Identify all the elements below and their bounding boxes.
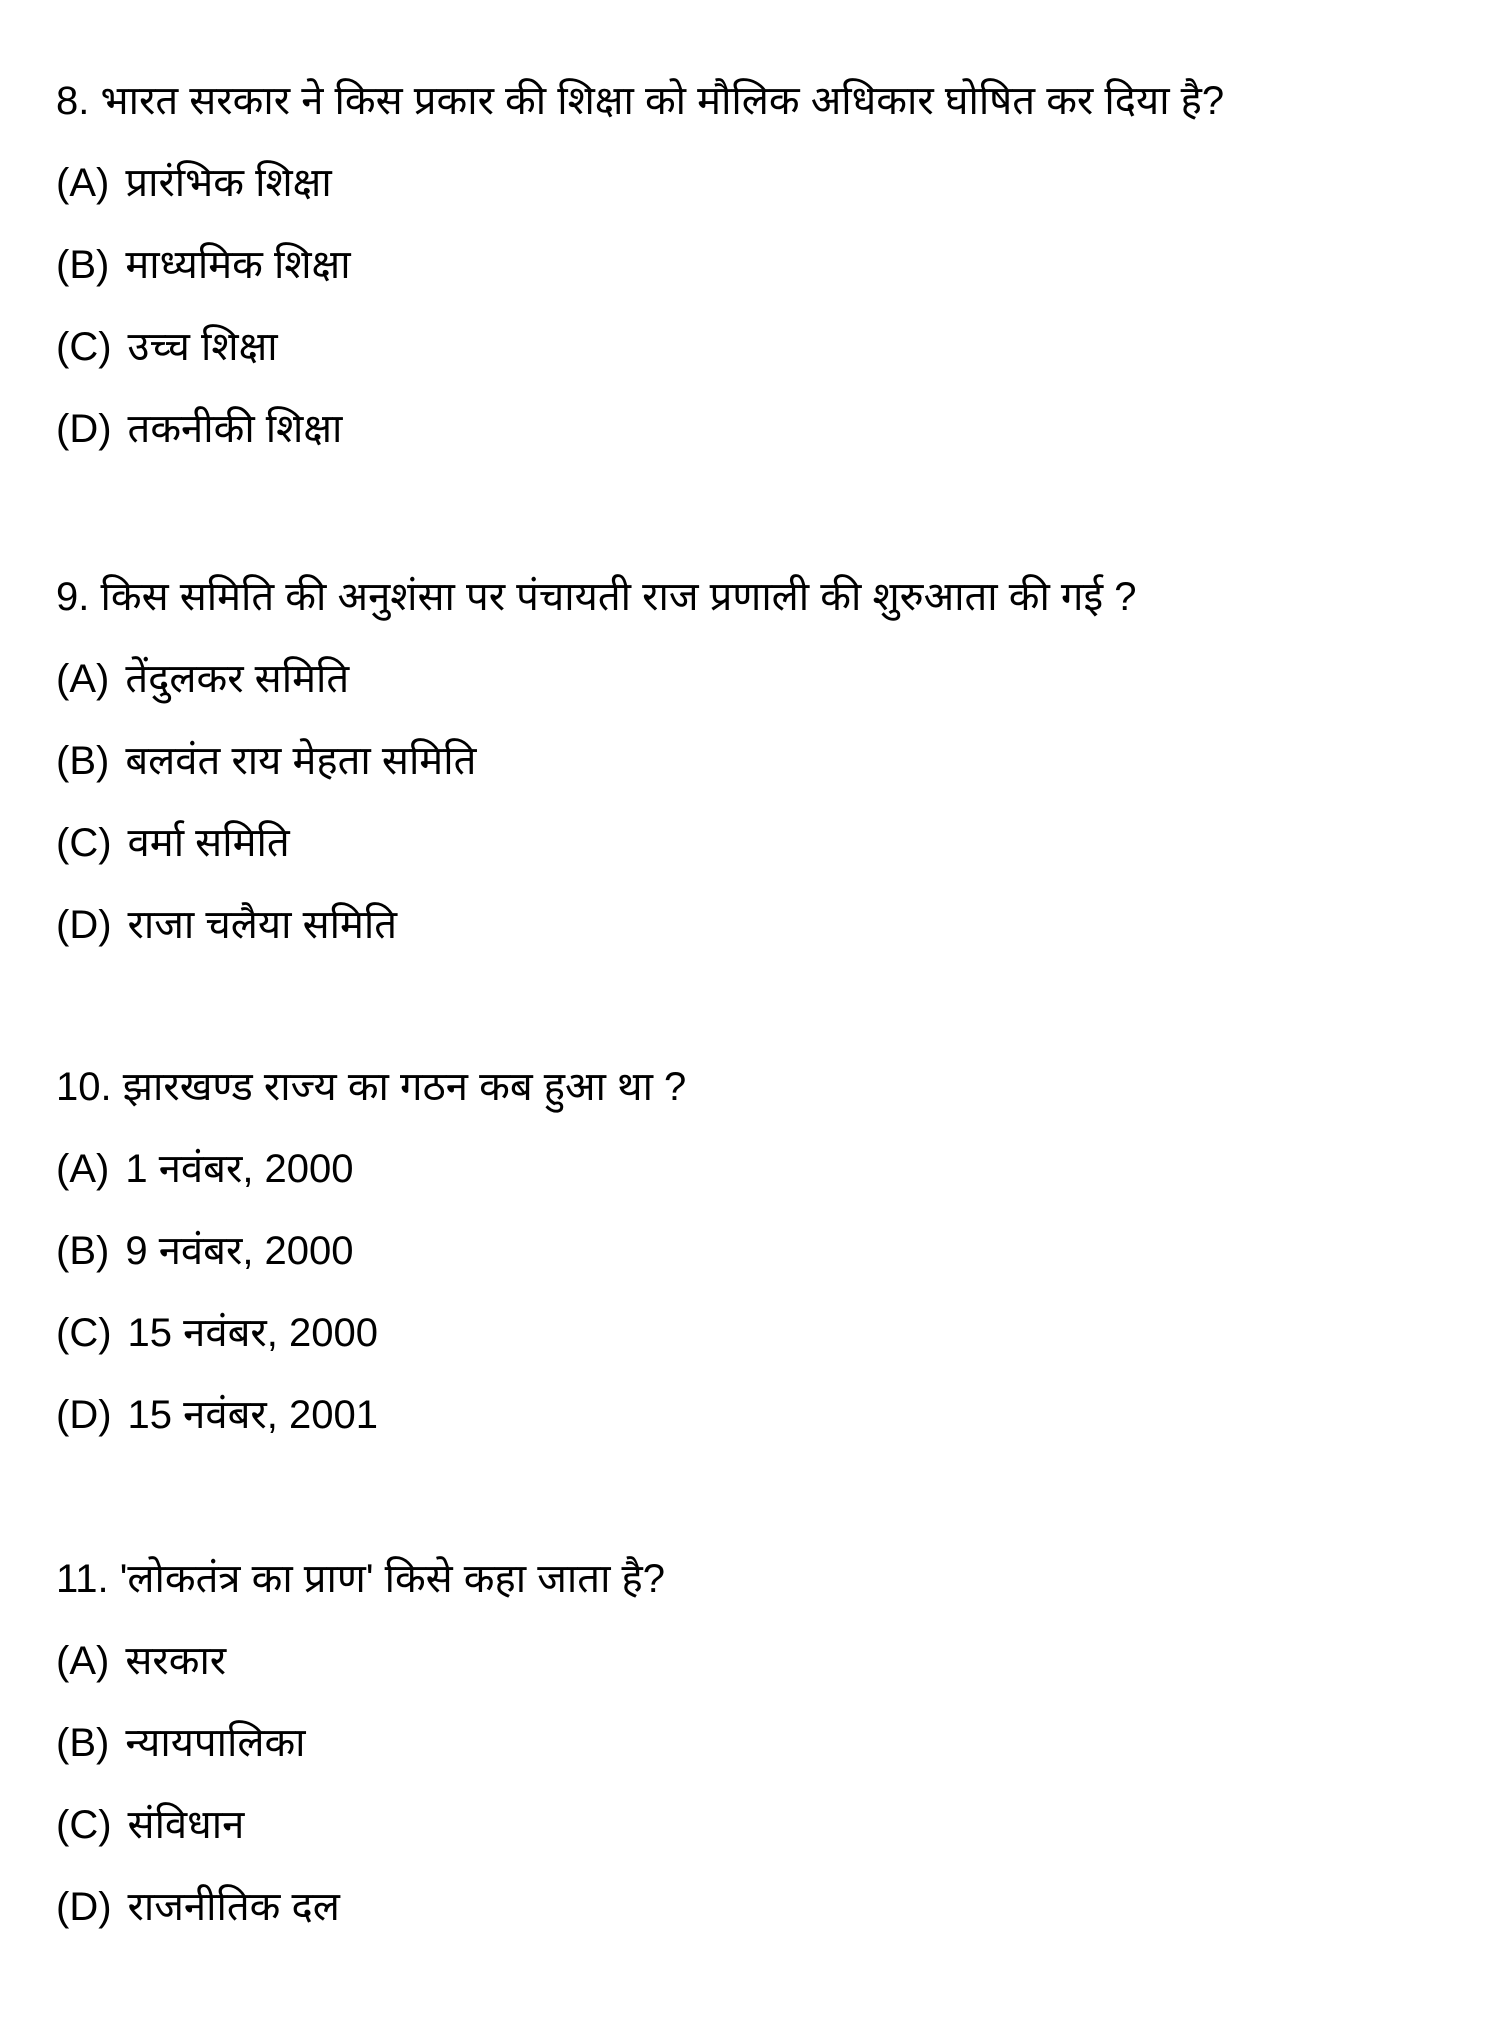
option-c[interactable]: [56, 1784, 1465, 1866]
option-a[interactable]: [56, 638, 1465, 720]
option-d[interactable]: [56, 1866, 1465, 1948]
question-number: 11.: [56, 1557, 109, 1601]
question-text: [56, 60, 1465, 142]
question-body: झारखण्ड राज्य का गठन कब हुआ था ?: [122, 1065, 687, 1109]
option-label: (D): [56, 407, 112, 451]
question-body: किस समिति की अनुशंसा पर पंचायती राज प्रणाली की शुरुआता की गई ?: [100, 575, 1137, 619]
option-a[interactable]: [56, 1620, 1465, 1702]
option-b[interactable]: [56, 224, 1465, 306]
option-text: 15 नवंबर, 2001: [127, 1393, 378, 1437]
option-d[interactable]: [56, 1374, 1465, 1456]
option-d[interactable]: [56, 388, 1465, 470]
option-label: (D): [56, 1393, 112, 1437]
question-number: 8.: [56, 79, 90, 123]
question-text: [56, 1046, 1465, 1128]
option-label: (A): [56, 1639, 110, 1683]
option-label: (B): [56, 1721, 110, 1765]
option-text: सरकार: [125, 1639, 227, 1683]
option-c[interactable]: [56, 1292, 1465, 1374]
option-a[interactable]: [56, 1128, 1465, 1210]
option-text: उच्च शिक्षा: [127, 325, 278, 369]
question-number: 9.: [56, 575, 90, 619]
option-label: (C): [56, 325, 112, 369]
option-a[interactable]: [56, 142, 1465, 224]
option-b[interactable]: [56, 1702, 1465, 1784]
question-8: [56, 60, 1465, 470]
question-number: 10.: [56, 1065, 112, 1109]
option-c[interactable]: [56, 802, 1465, 884]
question-11: [56, 1538, 1465, 1948]
option-c[interactable]: [56, 306, 1465, 388]
option-b[interactable]: [56, 1210, 1465, 1292]
option-text: राजनीतिक दल: [127, 1885, 340, 1929]
option-b[interactable]: [56, 720, 1465, 802]
question-10: [56, 1046, 1465, 1456]
option-label: (D): [56, 1885, 112, 1929]
option-label: (B): [56, 739, 110, 783]
option-text: 1 नवंबर, 2000: [125, 1147, 354, 1191]
option-label: (C): [56, 1311, 112, 1355]
option-d[interactable]: [56, 884, 1465, 966]
option-text: न्यायपालिका: [125, 1721, 306, 1765]
question-body: भारत सरकार ने किस प्रकार की शिक्षा को मौलिक अधिकार घोषित कर दिया है?: [100, 79, 1225, 123]
question-text: [56, 1538, 1465, 1620]
option-label: (A): [56, 161, 110, 205]
option-text: तेंदुलकर समिति: [125, 657, 350, 701]
option-text: संविधान: [127, 1803, 245, 1847]
question-text: [56, 556, 1465, 638]
question-9: [56, 556, 1465, 966]
option-label: (A): [56, 1147, 110, 1191]
option-text: माध्यमिक शिक्षा: [125, 243, 351, 287]
option-label: (C): [56, 1803, 112, 1847]
option-text: तकनीकी शिक्षा: [127, 407, 343, 451]
option-text: 9 नवंबर, 2000: [125, 1229, 354, 1273]
option-label: (B): [56, 1229, 110, 1273]
option-label: (D): [56, 903, 112, 947]
option-label: (B): [56, 243, 110, 287]
option-text: राजा चलैया समिति: [127, 903, 398, 947]
option-label: (A): [56, 657, 110, 701]
option-label: (C): [56, 821, 112, 865]
option-text: बलवंत राय मेहता समिति: [125, 739, 477, 783]
question-body: 'लोकतंत्र का प्राण' किसे कहा जाता है?: [119, 1557, 666, 1601]
option-text: प्रारंभिक शिक्षा: [125, 161, 332, 205]
option-text: 15 नवंबर, 2000: [127, 1311, 378, 1355]
option-text: वर्मा समिति: [127, 821, 290, 865]
